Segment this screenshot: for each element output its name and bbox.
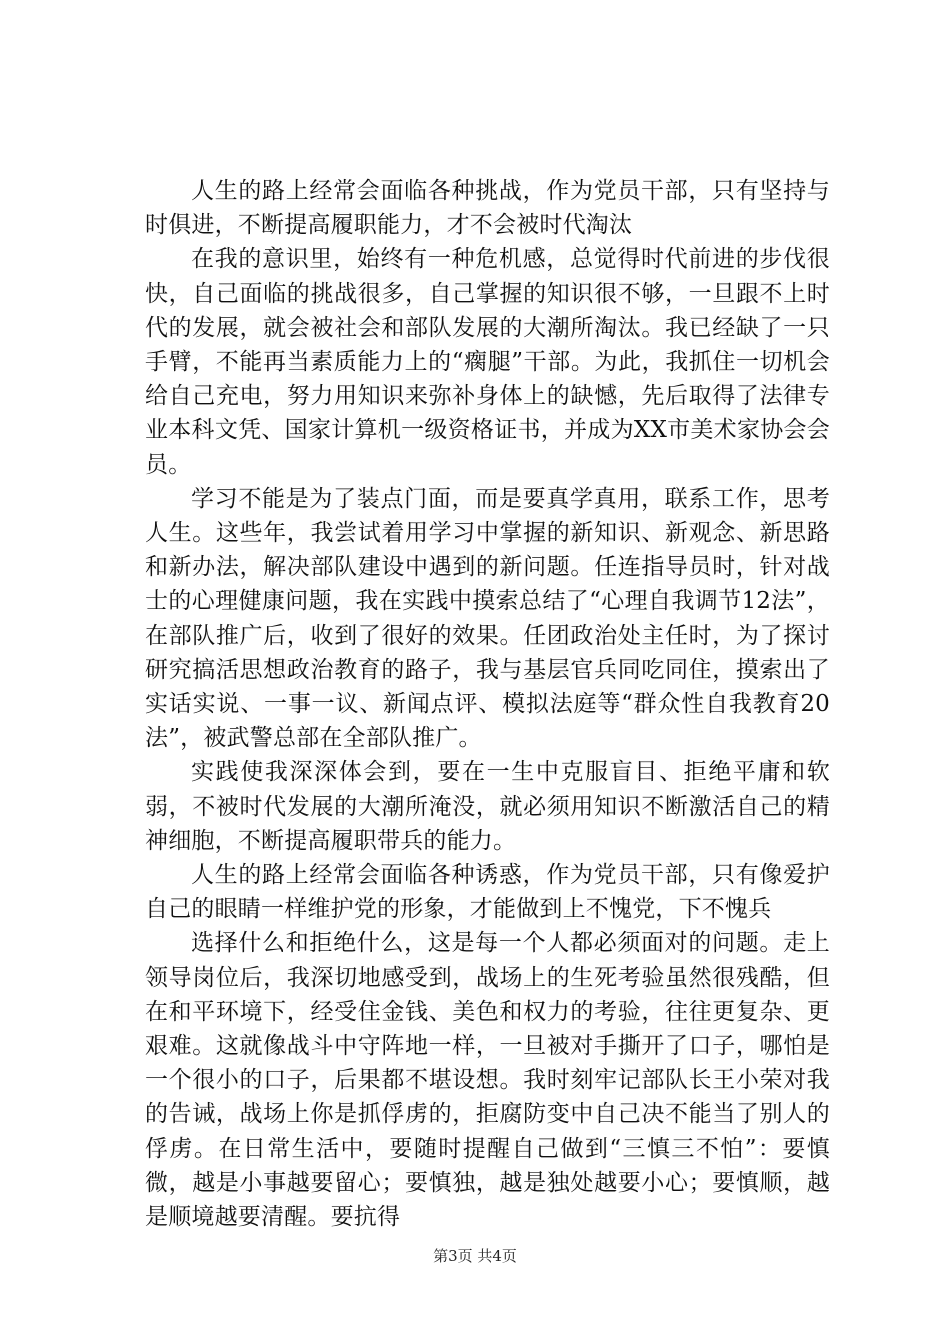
- document-body: [145, 174, 830, 1234]
- page-footer: 第3页 共4页: [433, 1247, 517, 1265]
- paragraph-4: 实践使我深深体会到，要在一生中克服盲目、拒绝平庸和软弱，不被时代发展的大潮所淹没，就必须用知识不断激活自己的精神细胞，不断提高履职带兵的能力。: [145, 759, 830, 854]
- paragraph-5: 人生的路上经常会面临各种诱惑，作为党员干部，只有像爱护自己的眼睛一样维护党的形象，才能做到上不愧党，下不愧兵: [145, 862, 830, 923]
- paragraph-6: 选择什么和拒绝什么，这是每一个人都必须面对的问题。走上领导岗位后，我深切地感受到，战场上的生死考验虽然很残酷，但在和平环境下，经受住金钱、美色和权力的考验，往往更复杂、更艰难。这就像战斗中守阵地一样，一旦被对手撕开了口子，哪怕是一个很小的口子，后果都不堪设想。我时刻牢记部队长王小荣对我的告诫，战场上你是抓俘虏的，拒腐防变中自己决不能当了别人的俘虏。在日常生活中，要随时提醒自己做到“三慎三不怕”：要慎微，越是小事越要留心；要慎独，越是独处越要小心；要慎顺，越是顺境越要清醒。要抗得: [145, 930, 830, 1231]
- paragraph-2: 在我的意识里，始终有一种危机感，总觉得时代前进的步伐很快，自己面临的挑战很多，自己掌握的知识很不够，一旦跟不上时代的发展，就会被社会和部队发展的大潮所淘汰。我已经缺了一只手臂，不能再当素质能力上的“瘸腿”干部。为此，我抓住一切机会给自己充电，努力用知识来弥补身体上的缺憾，先后取得了法律专业本科文凭、国家计算机一级资格证书，并成为XX市美术家协会会员。: [145, 246, 830, 478]
- paragraph-1: 人生的路上经常会面临各种挑战，作为党员干部，只有坚持与时俱进，不断提高履职能力，才不会被时代淘汰: [145, 178, 830, 239]
- paragraph-3: 学习不能是为了装点门面，而是要真学真用，联系工作，思考人生。这些年，我尝试着用学习中掌握的新知识、新观念、新思路和新办法，解决部队建设中遇到的新问题。任连指导员时，针对战士的心理健康问题，我在实践中摸索总结了“心理自我调节12法”，在部队推广后，收到了很好的效果。任团政治处主任时，为了探讨研究搞活思想政治教育的路子，我与基层官兵同吃同住，摸索出了实话实说、一事一议、新闻点评、模拟法庭等“群众性自我教育20法”，被武警总部在全部队推广。: [145, 485, 830, 752]
